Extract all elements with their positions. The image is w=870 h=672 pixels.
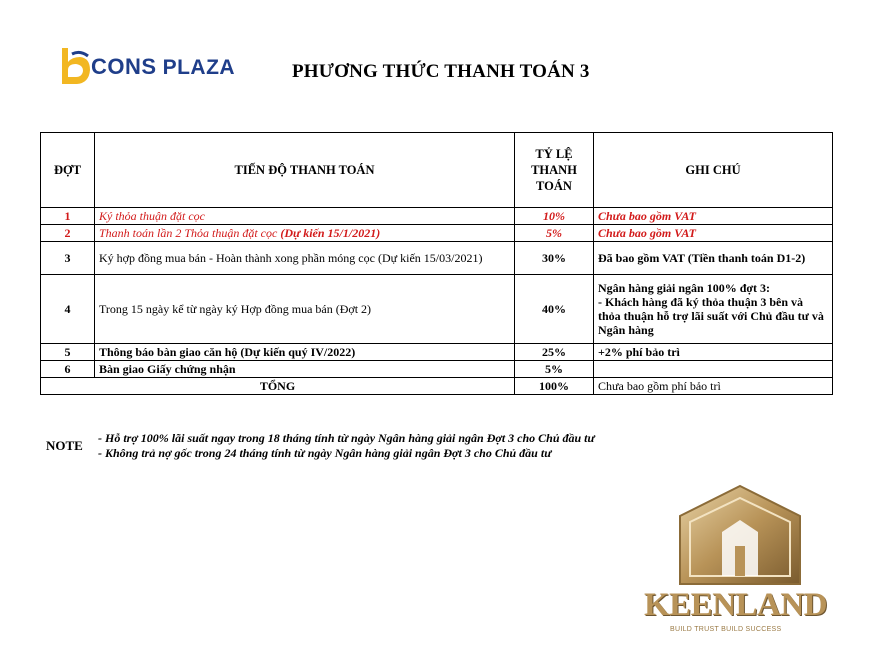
note-line: - Không trả nợ gốc trong 24 tháng tính từ ngày Ngân hàng giải ngân Đợt 3 cho Chủ đầu tư xyxy=(98,446,552,460)
keenland-name: KEENLAND xyxy=(644,587,828,623)
row-rate: 25% xyxy=(515,344,594,361)
row-note-line: Ngân hàng giải ngân 100% đợt 3: xyxy=(598,281,771,295)
row-note: Đã bao gồm VAT (Tiền thanh toán D1-2) xyxy=(594,242,833,275)
row-rate: 5% xyxy=(515,361,594,378)
header-dot: ĐỢT xyxy=(41,133,95,208)
row-progress: Thông báo bàn giao căn hộ (Dự kiến quý IV/2022) xyxy=(95,344,515,361)
row-progress: Ký thỏa thuận đặt cọc xyxy=(95,208,515,225)
row-note xyxy=(594,275,833,344)
logo-plaza-text: PLAZA xyxy=(162,56,236,79)
row-note-line: - Khách hàng đã ký thỏa thuận 3 bên và thỏa thuận hỗ trợ lãi suất với Chủ đầu tư và Ngân hàng xyxy=(598,295,824,337)
row-rate: 5% xyxy=(515,225,594,242)
row-dot: 6 xyxy=(41,361,95,378)
table-row xyxy=(41,208,833,225)
row-progress-main: Thanh toán lần 2 Thỏa thuận đặt cọc xyxy=(99,225,281,240)
keenland-building-icon xyxy=(640,484,840,589)
table-row xyxy=(41,242,833,275)
logo-wordmark xyxy=(91,54,235,80)
header-rate: TỶ LỆ THANH TOÁN xyxy=(515,133,594,208)
row-progress: Bàn giao Giấy chứng nhận xyxy=(95,361,515,378)
row-note xyxy=(594,361,833,378)
row-rate: 10% xyxy=(515,208,594,225)
total-label: TỔNG xyxy=(41,378,515,395)
table-row xyxy=(41,225,833,242)
row-progress: Ký hợp đồng mua bán - Hoàn thành xong phần móng cọc (Dự kiến 15/03/2021) xyxy=(95,242,515,275)
logo-cons-text: CONS xyxy=(91,54,157,79)
row-dot: 4 xyxy=(41,275,95,344)
payment-schedule-table xyxy=(40,132,833,395)
table-row xyxy=(41,344,833,361)
row-progress-extra: (Dự kiến 15/1/2021) xyxy=(280,225,381,240)
table-row xyxy=(41,361,833,378)
row-dot: 1 xyxy=(41,208,95,225)
row-dot: 3 xyxy=(41,242,95,275)
page-title: PHƯƠNG THỨC THANH TOÁN 3 xyxy=(292,61,590,82)
row-rate: 30% xyxy=(515,242,594,275)
bcons-plaza-logo xyxy=(58,46,258,88)
header-progress: TIẾN ĐỘ THANH TOÁN xyxy=(95,133,515,208)
table-header-row xyxy=(41,133,833,208)
row-note: +2% phí bảo trì xyxy=(594,344,833,361)
row-progress: Trong 15 ngày kể từ ngày ký Hợp đồng mua bán (Đợt 2) xyxy=(95,275,515,344)
table-total-row xyxy=(41,378,833,395)
row-rate: 40% xyxy=(515,275,594,344)
keenland-logo xyxy=(640,484,840,644)
header-note: GHI CHÚ xyxy=(594,133,833,208)
note-label: NOTE xyxy=(46,438,83,453)
keenland-tagline: BUILD TRUST BUILD SUCCESS xyxy=(670,626,782,633)
row-note: Chưa bao gồm VAT xyxy=(594,225,833,242)
total-note: Chưa bao gồm phí bảo trì xyxy=(594,378,833,395)
note-line: - Hỗ trợ 100% lãi suất ngay trong 18 tháng tính từ ngày Ngân hàng giải ngân Đợt 3 cho Chủ đầu tư xyxy=(98,431,595,445)
row-note: Chưa bao gồm VAT xyxy=(594,208,833,225)
bcons-logo-mark-icon xyxy=(58,46,92,86)
row-dot: 5 xyxy=(41,344,95,361)
total-rate: 100% xyxy=(515,378,594,395)
row-progress xyxy=(95,225,515,242)
row-dot: 2 xyxy=(41,225,95,242)
table-row xyxy=(41,275,833,344)
note-lines xyxy=(98,431,595,461)
